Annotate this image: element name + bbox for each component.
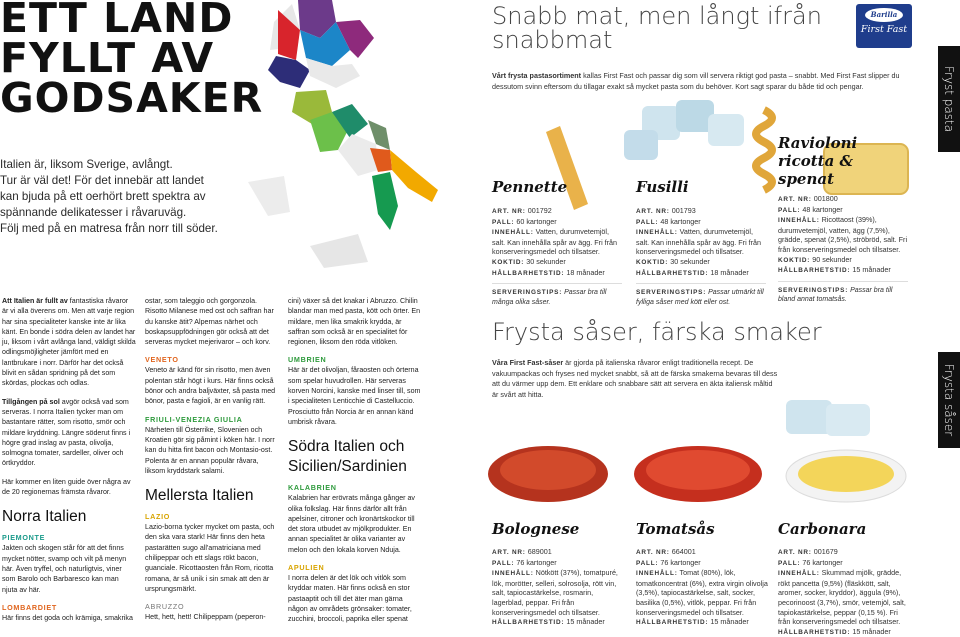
lead-in: Våra First Fast-såser [492, 358, 564, 367]
spec-key: ART. NR: [492, 208, 526, 215]
spec-row [778, 205, 908, 216]
lead-text: kallas First Fast och passar dig som vill servera riktigt god pasta – snabbt. Med First Fast slipper du dessutom svinn eftersom du tillagar exakt så mycket pasta som du behöver. Kort sagt sparar du både tid och pengar. [492, 71, 900, 91]
spec-key: HÅLLBARHETSTID: [778, 628, 851, 636]
spec-row [492, 257, 622, 268]
serving-tip [636, 288, 766, 307]
spec-key: KOKTID: [778, 256, 811, 264]
product-fusilli [636, 178, 766, 307]
spec-row [778, 215, 908, 254]
pasta-section-title [492, 4, 842, 52]
tab-label: Frysta såser [942, 363, 956, 437]
spec-row [492, 206, 622, 217]
heading-middle: Mellersta Italien [145, 487, 254, 505]
product-name: Carbonara [778, 520, 867, 538]
spec-row [492, 547, 624, 558]
paragraph-text: fantastiska råvaror är vi alla överens om. Men att varje region har sina specialiteter kanske inte är lika känt. En bonde i södra delen av landet har ju, liksom i vårt avlånga land, väldigt skilda odlingsmöjligheter jämfört med en lantbrukare i norr. Därför har det också blivit en sådan spridning på det som skördas, plockas och odlas. [2, 297, 136, 388]
product-name: Pennette [492, 178, 568, 196]
ice-cube [708, 114, 744, 146]
spec-row [492, 217, 622, 228]
intro-line: kan bjuda på ett oerhört brett spektra av [0, 190, 206, 203]
paragraph: Här är det olivoljan, fåraosten och örterna som spelar huvudrollen. Här serveras korven Norcini, kanske med linser till, som i specialiteten Lenticchie di Castelluccio. Prosciutto från Norcia är en annan känd umbrisk råvara. [288, 366, 421, 426]
ice-cube [624, 130, 658, 160]
spec-value: 689001 [527, 547, 552, 556]
spec-row [636, 617, 768, 628]
spec-list [636, 547, 768, 628]
spec-key: ART. NR: [492, 549, 526, 556]
lead-in: Att Italien är fullt av [2, 297, 68, 305]
lead-in: Tillgången på sol [2, 397, 60, 406]
intro-line: Italien är, liksom Sverige, avlångt. [0, 158, 173, 171]
spec-row [636, 547, 768, 558]
spec-key: HÅLLBARHETSTID: [636, 269, 709, 277]
heading-kalabrien: KALABRIEN [288, 483, 337, 493]
paragraph: cini) växer så det knakar i Abruzzo. Chilin blandar man med pasta, kött och örter. En mildare, men lika smakrik krydda, är saffran som också är en specialitet för regionen, liksom den röda vitlöken. [288, 297, 421, 347]
paragraph: Lazio-borna tycker mycket om pasta, och den ska vara stark! Här finns den heta pastarätten sugo all'amatriciana med chilipeppar och ett slags rökt bacon, guanciale. Ricottaosten från Rom, ricotta romana, är så unik i sin smak att den är ursprungsmärkt. [145, 523, 275, 593]
spec-value: 15 månader [852, 265, 891, 275]
spec-key: INNEHÅLL: [778, 217, 820, 225]
intro-line: Tur är väl det! För det innebär att landet [0, 174, 204, 187]
spec-value: 001793 [671, 206, 696, 215]
product-name: Tomatsås [636, 520, 715, 538]
map-region [338, 134, 378, 176]
product-bolognese [492, 520, 624, 628]
divider [636, 283, 766, 284]
spec-key: KOKTID: [636, 258, 669, 266]
spec-list [492, 206, 622, 278]
spec-key: HÅLLBARHETSTID: [492, 269, 565, 277]
spec-value: 30 sekunder [670, 256, 710, 266]
spec-key: INNEHÅLL: [778, 570, 820, 578]
headline-line: GODSAKER [0, 74, 264, 122]
paragraph: Hett, hett, hett! Chilipeppam (peperon- [145, 613, 266, 622]
spec-row [778, 265, 908, 276]
spec-value: 15 månader [566, 617, 605, 627]
spec-row [778, 568, 912, 627]
heading-piemonte: PIEMONTE [2, 533, 46, 543]
spec-key: ART. NR: [636, 208, 670, 215]
spec-value: 15 månader [710, 617, 749, 627]
spec-row [778, 194, 908, 205]
tip-value: Passar utmärkt till fylliga såser med kött eller ost. [636, 289, 764, 306]
spec-key: INNEHÅLL: [636, 229, 678, 237]
spec-value: 001800 [813, 194, 838, 203]
spec-key: PALL: [636, 559, 659, 567]
spec-value: 60 kartonger [516, 216, 557, 226]
spec-key: ART. NR: [778, 549, 812, 556]
section-tab-sauces [938, 352, 960, 448]
spec-list [492, 547, 624, 628]
paragraph: Jakten och skogen står för att det finns mycket nötter, svamp och vilt på menyn här. Även tryffel, och naturligtvis, viner som Barolo och Barbaresco kan man njuta av här. [2, 544, 127, 594]
sauce-lead [492, 358, 780, 400]
spec-row [492, 568, 624, 617]
intro-line: Följ med på en matresa från norr till söder. [0, 222, 218, 235]
spec-value: Skummad mjölk, grädde, rökt pancetta (9,5%) (fläskkött, salt, aromer, socker, kryddor), äggula (9%), pecorinoost (3,7%), smör, vetemjöl, salt, tapiokastärkelse, peppar (0,15 %). Fri från konserveringsmedel och tillsatser. [778, 568, 906, 627]
lead-in: Vårt frysta pastasortiment [492, 71, 582, 80]
paragraph: ostar, som taleggio och gorgonzola. Risotto Milanese med ost och saffran har du kanske ätit? Alpernas närhet och boskapsuppfödningen gör också att det serveras mycket mejerivaror – och korv. [145, 297, 274, 347]
map-region [372, 172, 398, 230]
spec-key: PALL: [778, 559, 801, 567]
spec-value: 15 månader [852, 626, 891, 636]
spec-value: 001679 [813, 547, 838, 556]
spec-row [778, 255, 908, 266]
serving-tip [492, 288, 622, 307]
spec-row [636, 268, 766, 279]
logo-brand: Barilla [865, 8, 903, 22]
paragraph: I norra delen är det lök och vitlök som kryddar maten. Här finns också en stor pastaaptit och till det äter man gärna någon av områdets grönsaker: tomater, zucchini, broccoli, paprika eller spenat [288, 574, 412, 624]
map-region [268, 56, 310, 88]
spec-value: Tomat (80%), lök, tomatkoncentrat (6%), extra virgin olivolja (3,5%), tapiocastärkelse, salt, socker, basilika (0,5%), vitlök, peppar. Fri från konserveringsmedel och tillsatser. [636, 568, 768, 617]
spec-value: 76 kartonger [660, 557, 701, 567]
heading-south: Södra Italien och Sicilien/Sardinien [288, 438, 407, 476]
spec-value: 48 kartonger [802, 204, 843, 214]
tip-value: Passar bra till många olika såser. [492, 289, 607, 306]
paragraph: Kalabrien har erövrats många gånger av olika folkslag. Här finns därför allt från apelsiner, citroner och kronärtskockor till det stora utbudet av mjölkprodukter. En annan specialitet är olika varianter av melon och den lokala korven Nduja. [288, 494, 415, 554]
spec-row [492, 268, 622, 279]
ice-cube [786, 400, 832, 434]
spec-row [492, 558, 624, 569]
product-name: Ravioloni ricotta & spenat [778, 134, 858, 188]
heading-veneto: VENETO [145, 355, 179, 365]
tomato-sauce [646, 450, 750, 490]
heading-apulien: APULIEN [288, 563, 325, 573]
spec-key: INNEHÅLL: [492, 229, 534, 237]
spec-row [636, 257, 766, 268]
divider [778, 281, 908, 282]
paragraph-text: avgör också vad som serveras. I norra Italien tycker man om bastantare rätter, som risotto, smör och mildare kryddning. Längre söderut finns i högre grad inslag av pasta, olivolja, solmogna tomater, sardeller, oliver och örtkryddor. [2, 397, 131, 468]
product-ravioloni [778, 134, 908, 305]
heading-north: Norra Italien [2, 508, 87, 526]
spec-value: Vatten, durumvetemjöl, salt. Kan innehålla spår av ägg. Fri från konserveringsmedel och tillsatser. [492, 227, 618, 257]
spec-key: PALL: [492, 559, 515, 567]
heading-abruzzo: ABRUZZO [145, 602, 185, 612]
tip-key: SERVERINGSTIPS: [636, 289, 707, 297]
article-column-3 [288, 296, 422, 633]
lead-text: är gjorda på italienska råvaror enligt traditionella recept. De vakuumpackas och fryses ned mycket snabbt, så att de färska smakerna bevaras till dess att du värmer upp dem. Ett enklare och snabbare sätt att servera en äkta italiensk måltid är svårt att hitta. [492, 358, 778, 399]
spec-value: 18 månader [566, 267, 605, 277]
spec-key: HÅLLBARHETSTID: [778, 267, 851, 275]
sauce-section-title: Frysta såser, färska smaker [492, 318, 822, 346]
spec-value: 76 kartonger [516, 557, 557, 567]
section-tab-pasta [938, 46, 960, 152]
product-name: Bolognese [492, 520, 580, 538]
paragraph: Närheten till Österrike, Slovenien och Kroatien gör sig påmint i köken här. I norr kan du hitta fint bacon och Montasio-ost. Polenta är en annan populär råvara, liksom kryddstark salami. [145, 425, 275, 475]
heading-lazio: LAZIO [145, 512, 171, 522]
title-line: Snabb mat, men långt ifrån [492, 2, 822, 30]
spec-list [778, 547, 912, 637]
spec-key: PALL: [492, 218, 515, 226]
pasta-lead [492, 71, 917, 92]
spec-key: PALL: [636, 218, 659, 226]
article-column-1 [2, 296, 136, 631]
product-pennette [492, 178, 622, 307]
sauce-bowls-photo [486, 400, 926, 510]
heading-friuli: FRIULI-VENEZIA GIULIA [145, 414, 243, 424]
spec-list [778, 194, 908, 276]
serving-tip [778, 286, 908, 305]
spec-value: 90 sekunder [812, 254, 852, 264]
heading-lombardiet: LOMBARDIET [2, 602, 57, 612]
ice-cube [826, 404, 870, 436]
spec-list [636, 206, 766, 278]
logo-line: First Fast [860, 24, 908, 35]
spec-value: 76 kartonger [802, 557, 843, 567]
spec-value: 18 månader [710, 267, 749, 277]
spec-row [636, 206, 766, 217]
spec-row [492, 227, 622, 257]
divider [492, 283, 622, 284]
carbonara-sauce [798, 456, 894, 492]
spec-key: PALL: [778, 206, 801, 214]
spec-row [492, 617, 624, 628]
spec-value: 30 sekunder [526, 256, 566, 266]
map-region [390, 150, 438, 202]
paragraph: Här finns det goda och krämiga, smakrika [2, 613, 133, 622]
spec-row [636, 558, 768, 569]
article-column-2 [145, 296, 277, 631]
spec-key: HÅLLBARHETSTID: [636, 619, 709, 627]
tip-key: SERVERINGSTIPS: [778, 286, 849, 294]
spec-value: Vatten, durumvetemjöl, salt. Kan innehålla spår av ägg. Fri från konserveringsmedel och tillsatser. [636, 227, 762, 257]
paragraph: Här kommer en liten guide över några av de 20 regionernas främsta råvaror. [2, 477, 131, 497]
tip-key: SERVERINGSTIPS: [492, 289, 563, 297]
product-tomatsas [636, 520, 768, 628]
spec-row [636, 568, 768, 617]
paragraph [2, 397, 136, 469]
spec-row [778, 627, 912, 637]
spec-row [778, 558, 912, 569]
product-name: Fusilli [636, 178, 689, 196]
headline-line: ETT LAND [0, 0, 234, 42]
paragraph: Veneto är känd för sin risotto, men även polentan står högt i kurs. Här finns också bönor och andra baljväxter, så pasta med bönor, pasta e fagioli, är en vanlig rätt. [145, 366, 276, 406]
heading-umbrien: UMBRIEN [288, 355, 327, 365]
spec-value: 664001 [671, 547, 696, 556]
map-region [310, 234, 368, 268]
spec-key: KOKTID: [492, 258, 525, 266]
spec-value: Ricottaost (39%), durumvetemjöl, vatten, ägg (7,5%), grädde, spenat (2,5%), ströbröd, salt. Fri från konserveringsmedel och tillsatser. [778, 215, 908, 254]
spec-value: Nötkött (37%), tomatpuré, lök, morötter, selleri, solrosolja, rött vin, salt, tapiocastärkelse, rosmarin, lagerblad, peppar. Fri från konserveringsmedel och tillsatser. [492, 568, 618, 617]
barilla-first-fast-logo [856, 4, 912, 48]
spec-row [778, 547, 912, 558]
spec-key: ART. NR: [636, 549, 670, 556]
bolognese-sauce [500, 450, 596, 490]
headline-line: FYLLT AV [0, 34, 215, 82]
title-line: snabbmat [492, 26, 613, 54]
intro-line: spännande delikatesser i råvaruväg. [0, 206, 187, 219]
spec-key: ART. NR: [778, 196, 812, 203]
paragraph [2, 296, 136, 389]
spec-key: INNEHÅLL: [492, 570, 534, 578]
intro-text [0, 157, 290, 237]
spec-row [636, 227, 766, 257]
tip-value: Passar bra till bland annat tomatsås. [778, 286, 893, 304]
spec-value: 001792 [527, 206, 552, 215]
tab-label: Fryst pasta [942, 65, 956, 133]
spec-key: HÅLLBARHETSTID: [492, 619, 565, 627]
spec-row [636, 217, 766, 228]
product-carbonara [778, 520, 912, 637]
spec-value: 48 kartonger [660, 216, 701, 226]
spec-key: INNEHÅLL: [636, 570, 678, 578]
